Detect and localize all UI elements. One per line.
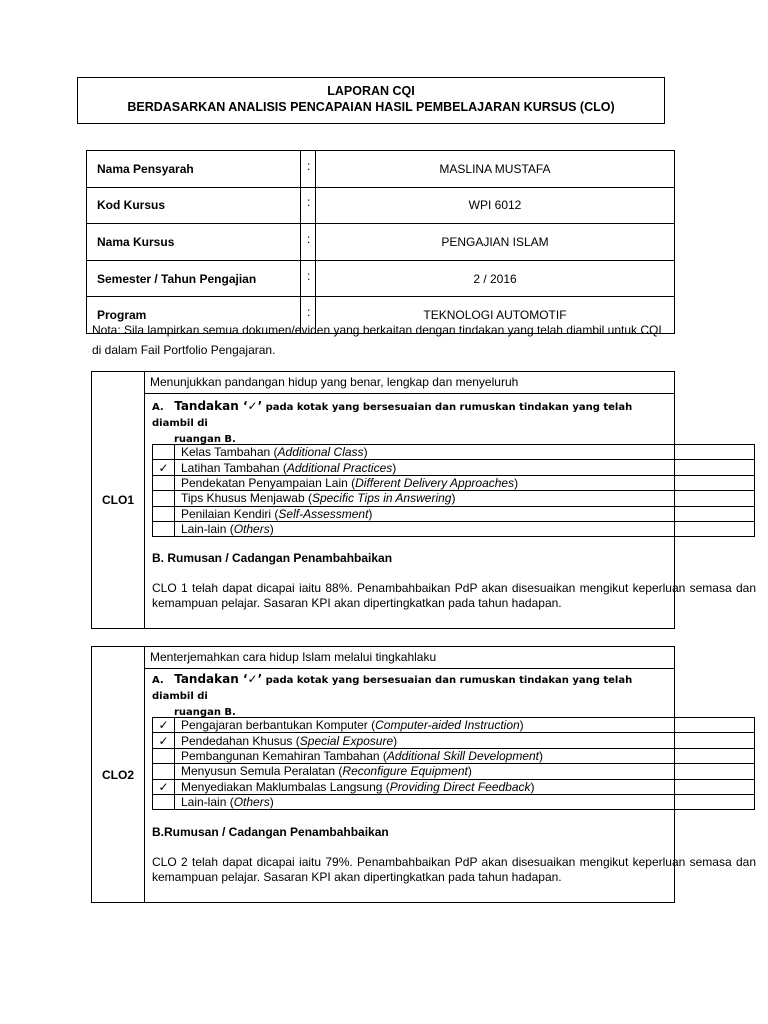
instruction-marker: A. <box>152 402 164 413</box>
option-row <box>153 779 755 794</box>
option-label: Pembangunan Kemahiran Tambahan (Additional Skill Development) <box>175 748 755 763</box>
option-row <box>153 718 755 733</box>
clo1-label: CLO1 <box>92 372 145 628</box>
option-checkbox[interactable]: ✓ <box>153 733 175 748</box>
option-label: Pengajaran berbantukan Komputer (Computer-aided Instruction) <box>175 718 755 733</box>
course-info-table <box>86 150 675 334</box>
report-subtitle: BERDASARKAN ANALISIS PENCAPAIAN HASIL PEMBELAJARAN KURSUS (CLO) <box>127 100 615 114</box>
info-label: Nama Pensyarah <box>87 151 301 188</box>
option-checkbox[interactable] <box>153 475 175 490</box>
report-title-box <box>77 77 665 124</box>
option-label: Tips Khusus Menjawab (Specific Tips in Answering) <box>175 491 755 506</box>
option-label: Menyusun Semula Peralatan (Reconfigure Equipment) <box>175 764 755 779</box>
info-label: Kod Kursus <box>87 187 301 224</box>
info-separator: : <box>301 224 316 261</box>
option-label: Menyediakan Maklumbalas Langsung (Providing Direct Feedback) <box>175 779 755 794</box>
info-label: Semester / Tahun Pengajian <box>87 260 301 297</box>
option-checkbox[interactable] <box>153 445 175 460</box>
info-row <box>87 187 675 224</box>
option-checkbox[interactable] <box>153 764 175 779</box>
info-label: Program <box>87 297 301 334</box>
info-value: 2 / 2016 <box>316 260 675 297</box>
option-row <box>153 491 755 506</box>
info-separator: : <box>301 151 316 188</box>
option-label: Penilaian Kendiri (Self-Assessment) <box>175 506 755 521</box>
instruction-lead: Tandakan ‘✓’ <box>174 672 263 686</box>
clo1-instruction <box>152 398 664 448</box>
clo1-section <box>91 371 756 629</box>
instruction-text: pada kotak yang bersesuaian dan rumuskan tindakan yang telah diambil di <box>152 402 633 429</box>
info-row <box>87 224 675 261</box>
clo2-label: CLO2 <box>92 647 145 902</box>
info-separator: : <box>301 297 316 334</box>
instruction-text-line2: ruangan B. <box>174 707 236 718</box>
option-label: Pendedahan Khusus (Special Exposure) <box>175 733 755 748</box>
info-row <box>87 260 675 297</box>
option-row <box>153 475 755 490</box>
option-row <box>153 794 755 809</box>
option-checkbox[interactable] <box>153 748 175 763</box>
option-checkbox[interactable] <box>153 521 175 536</box>
clo1-outcome: Menunjukkan pandangan hidup yang benar, lengkap dan menyeluruh <box>144 372 674 394</box>
option-label: Pendekatan Penyampaian Lain (Different Delivery Approaches) <box>175 475 755 490</box>
clo2-section <box>91 646 756 903</box>
option-row <box>153 733 755 748</box>
option-row <box>153 764 755 779</box>
option-checkbox[interactable] <box>153 491 175 506</box>
info-value: WPI 6012 <box>316 187 675 224</box>
option-label: Kelas Tambahan (Additional Class) <box>175 445 755 460</box>
clo1-subheading: B. Rumusan / Cadangan Penambahbaikan <box>152 551 393 565</box>
info-value: MASLINA MUSTAFA <box>316 151 675 188</box>
instruction-marker: A. <box>152 675 164 686</box>
info-separator: : <box>301 260 316 297</box>
option-checkbox[interactable] <box>153 794 175 809</box>
instruction-lead: Tandakan ‘✓’ <box>174 399 263 413</box>
clo2-subheading: B.Rumusan / Cadangan Penambahbaikan <box>152 825 389 839</box>
option-checkbox[interactable]: ✓ <box>153 718 175 733</box>
instruction-text-line2: ruangan B. <box>174 434 236 445</box>
option-label: Lain-lain (Others) <box>175 794 755 809</box>
instruction-text: pada kotak yang bersesuaian dan rumuskan tindakan yang telah diambil di <box>152 675 633 702</box>
option-label: Latihan Tambahan (Additional Practices) <box>175 460 755 475</box>
option-row <box>153 521 755 536</box>
option-row <box>153 460 755 475</box>
clo1-summary: CLO 1 telah dapat dicapai iaitu 88%. Penambahbaikan PdP akan disesuaikan mengikut keperluan semasa dan kemampuan pelajar. Sasaran KPI akan dipertingkatkan pada tahun hadapan. <box>152 581 756 610</box>
info-value: PENGAJIAN ISLAM <box>316 224 675 261</box>
info-separator: : <box>301 187 316 224</box>
info-value: TEKNOLOGI AUTOMOTIF <box>316 297 675 334</box>
info-label: Nama Kursus <box>87 224 301 261</box>
option-label: Lain-lain (Others) <box>175 521 755 536</box>
option-row <box>153 506 755 521</box>
clo1-options-table <box>152 444 755 537</box>
report-title: LAPORAN CQI <box>327 84 415 98</box>
clo2-instruction <box>152 671 664 721</box>
option-checkbox[interactable]: ✓ <box>153 460 175 475</box>
note-text: Nota: Sila lampirkan semua dokumen/eviden yang berkaitan dengan tindakan yang telah diambil untuk CQI di dalam Fail Portfolio Pengajaran. <box>92 323 662 357</box>
clo2-options-table <box>152 717 755 810</box>
option-row <box>153 445 755 460</box>
option-checkbox[interactable]: ✓ <box>153 779 175 794</box>
option-row <box>153 748 755 763</box>
clo2-summary: CLO 2 telah dapat dicapai iaitu 79%. Penambahbaikan PdP akan disesuaikan mengikut keperluan semasa dan kemampuan pelajar. Sasaran KPI akan dipertingkatkan pada tahun hadapan. <box>152 855 756 884</box>
clo2-outcome: Menterjemahkan cara hidup Islam melalui tingkahlaku <box>144 647 674 669</box>
option-checkbox[interactable] <box>153 506 175 521</box>
info-row <box>87 151 675 188</box>
